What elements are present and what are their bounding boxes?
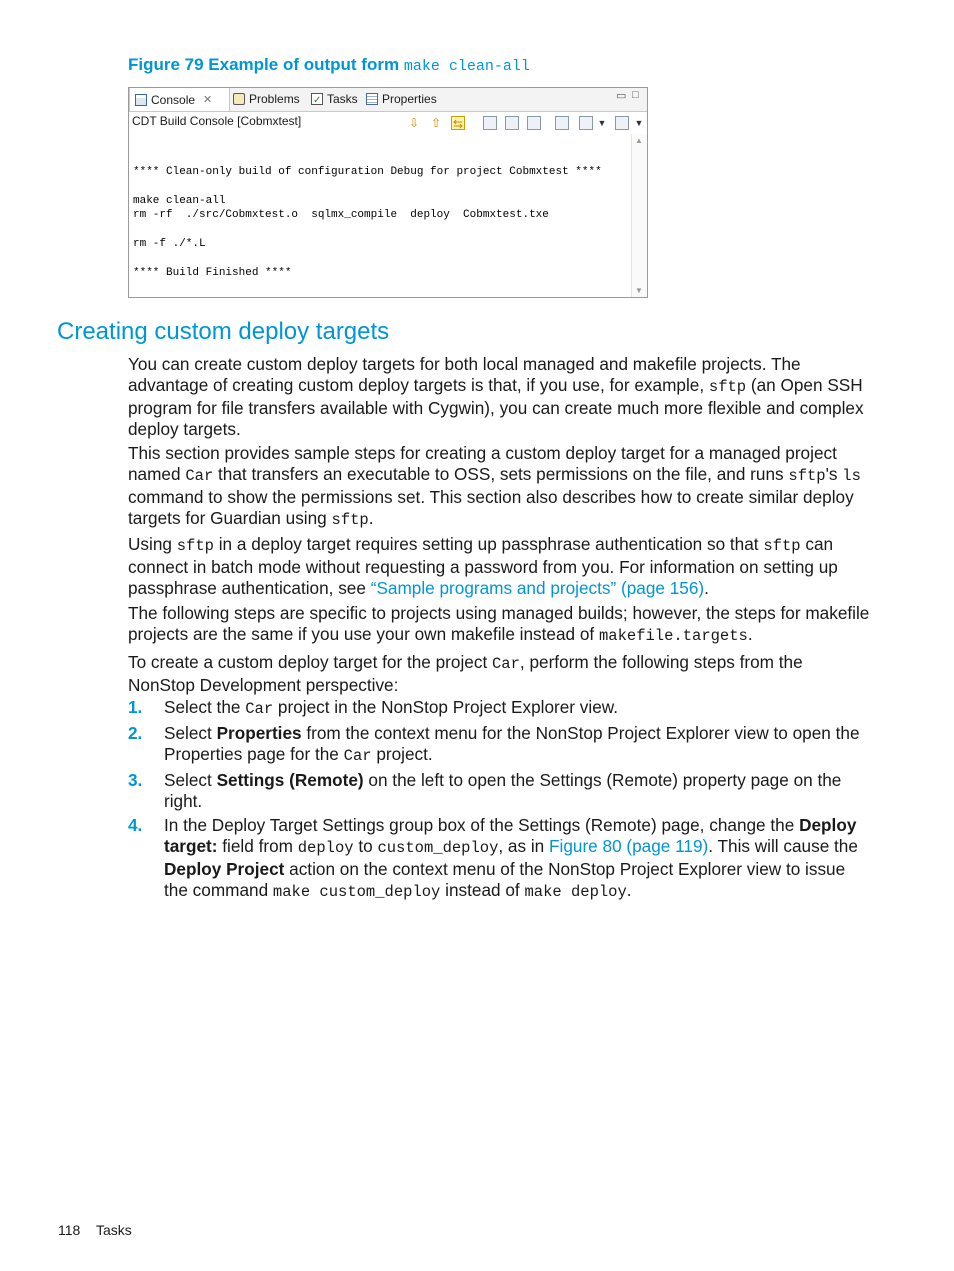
chevron-down-icon[interactable]: ▼ [597, 118, 607, 128]
scroll-down-arrow-icon[interactable]: ⇩ [408, 116, 420, 130]
text: Using [128, 534, 172, 554]
scroll-up-arrow-icon[interactable]: ⇧ [430, 116, 442, 130]
code: Car [343, 747, 372, 765]
tab-console-label: Console [151, 92, 196, 107]
step-number: 3. [128, 770, 143, 790]
output-line: make clean-all [133, 194, 226, 207]
output-line [133, 252, 602, 267]
tab-properties[interactable] [366, 88, 437, 110]
output-line: **** Clean-only build of configuration Debug for project Cobmxtest **** [133, 165, 602, 178]
display-console-icon[interactable] [579, 116, 593, 130]
text: instead of [445, 880, 520, 900]
ui-term: Properties [216, 723, 302, 743]
copy-console-icon[interactable] [505, 116, 519, 130]
text: This section provides sample steps for creating a custom deploy target for a managed project named [128, 443, 837, 484]
code: Car [185, 467, 214, 485]
code: make deploy [524, 883, 627, 901]
step-number: 2. [128, 723, 143, 743]
text: from the context menu for the NonStop Project Explorer view to open the Properties page for the [164, 723, 860, 764]
list-item [128, 697, 873, 720]
tab-console[interactable] [129, 88, 230, 111]
output-line [133, 179, 602, 194]
console-icon [135, 94, 147, 106]
text: The following steps are specific to projects using managed builds; however, the steps for makefile projects are the same if you use your own makefile instead of [128, 603, 870, 644]
paragraph-sftp [128, 534, 873, 599]
step-number: 1. [128, 697, 143, 717]
text: . [626, 880, 632, 900]
properties-icon [366, 93, 378, 105]
output-line [133, 223, 602, 238]
console-header [129, 112, 647, 134]
output-line: rm -f ./*.L [133, 238, 206, 250]
code: sftp [788, 467, 826, 485]
text: . [368, 508, 374, 528]
list-item [128, 815, 873, 903]
maximize-icon[interactable]: □ [632, 89, 639, 101]
text: field from [222, 836, 293, 856]
view-tab-bar [129, 88, 647, 112]
text: (an Open SSH program for file transfers available with Cygwin), you can create much more flexible and complex deploy targets. [128, 375, 864, 439]
console-output [133, 150, 602, 281]
scroll-down-icon[interactable]: ▼ [635, 286, 643, 295]
text: project. [376, 744, 433, 764]
code: Car [492, 655, 520, 673]
tab-properties-label: Properties [382, 92, 437, 106]
list-item [128, 770, 873, 812]
open-console-icon[interactable] [615, 116, 629, 130]
text: To create a custom deploy target for the project [128, 652, 488, 672]
text: action on the context menu of the NonStop Project Explorer view to issue the command [164, 859, 846, 900]
code: makefile.targets [599, 627, 748, 645]
code: custom_deploy [377, 839, 499, 857]
text: command to show the permissions set. This section also describes how to create similar deploy targets for Guardian using [128, 487, 854, 528]
text: project in the NonStop Project Explorer view. [277, 697, 619, 717]
text: on the left to open the Settings (Remote) property page on the right. [164, 770, 842, 811]
text: Select [164, 723, 212, 743]
text: . This will cause the [708, 836, 858, 856]
scroll-up-icon[interactable]: ▲ [635, 136, 643, 145]
code: deploy [297, 839, 354, 857]
close-icon[interactable]: ✕ [203, 93, 213, 106]
text: in a deploy target requires setting up passphrase authentication so that [218, 534, 759, 554]
step-number: 4. [128, 815, 143, 835]
tab-tasks-label: Tasks [327, 92, 358, 106]
output-line: **** Build Finished **** [133, 267, 292, 279]
text: , as in [498, 836, 545, 856]
console-title: CDT Build Console [Cobmxtest] [132, 114, 302, 128]
remove-console-icon[interactable] [527, 116, 541, 130]
text: can connect in batch mode without requesting a password from you. For information on setting up passphrase authentication, see [128, 534, 838, 598]
text: . [747, 624, 753, 644]
paragraph-managed-builds [128, 603, 873, 647]
section-title: Creating custom deploy targets [57, 318, 390, 345]
pin-console-icon[interactable] [555, 116, 569, 130]
problems-icon [233, 93, 245, 105]
link-sample-programs[interactable]: “Sample programs and projects” (page 156) [370, 578, 705, 598]
scroll-lock-icon[interactable]: ⇆ [452, 117, 464, 131]
code: sftp [176, 537, 214, 555]
paragraph-intro [128, 354, 873, 440]
code: sftp [331, 511, 369, 529]
figure-command: make clean-all [403, 58, 530, 75]
code: sftp [763, 537, 801, 555]
text: that transfers an executable to OSS, sets permissions on the file, and runs [218, 464, 784, 484]
output-line: rm -rf ./src/Cobmxtest.o sqlmx_compile deploy Cobmxtest.txe [133, 209, 549, 221]
figure-caption [128, 55, 530, 75]
ui-term: Settings (Remote) [216, 770, 364, 790]
tasks-icon [311, 93, 323, 105]
tab-tasks[interactable] [311, 88, 358, 110]
text: , perform the following steps from the NonStop Development perspective: [128, 652, 803, 695]
code: ls [842, 467, 861, 485]
steps-list [128, 697, 873, 903]
code: Car [245, 700, 274, 718]
console-window [128, 87, 648, 298]
paragraph-section-overview [128, 443, 873, 531]
link-figure-80[interactable]: Figure 80 (page 119) [549, 836, 709, 856]
text: Select [164, 770, 212, 790]
text: In the Deploy Target Settings group box of the Settings (Remote) page, change the [164, 815, 795, 835]
code: make custom_deploy [272, 883, 441, 901]
view-menu-icon[interactable]: ▼ [634, 118, 644, 128]
text: 's [825, 464, 838, 484]
figure-label: Figure 79 Example of output form [128, 55, 400, 74]
tab-problems[interactable] [233, 88, 300, 110]
text: Select the [164, 697, 241, 717]
ui-term: Deploy Project [164, 859, 285, 879]
vertical-scrollbar[interactable] [631, 134, 647, 297]
list-item [128, 723, 873, 767]
minimize-icon[interactable]: ▭ [616, 90, 627, 102]
page-number: 118 [58, 1222, 81, 1238]
text: to [358, 836, 373, 856]
paragraph-steps-intro [128, 652, 873, 696]
text: . [704, 578, 709, 598]
footer-section: Tasks [96, 1222, 132, 1238]
clear-console-icon[interactable] [483, 116, 497, 130]
code: sftp [708, 378, 747, 396]
ui-term: Deploy target: [164, 815, 857, 856]
tab-problems-label: Problems [249, 92, 300, 106]
text: You can create custom deploy targets for both local managed and makefile projects. The advantage of creating custom deploy targets is that, if you use, for example, [128, 354, 801, 395]
